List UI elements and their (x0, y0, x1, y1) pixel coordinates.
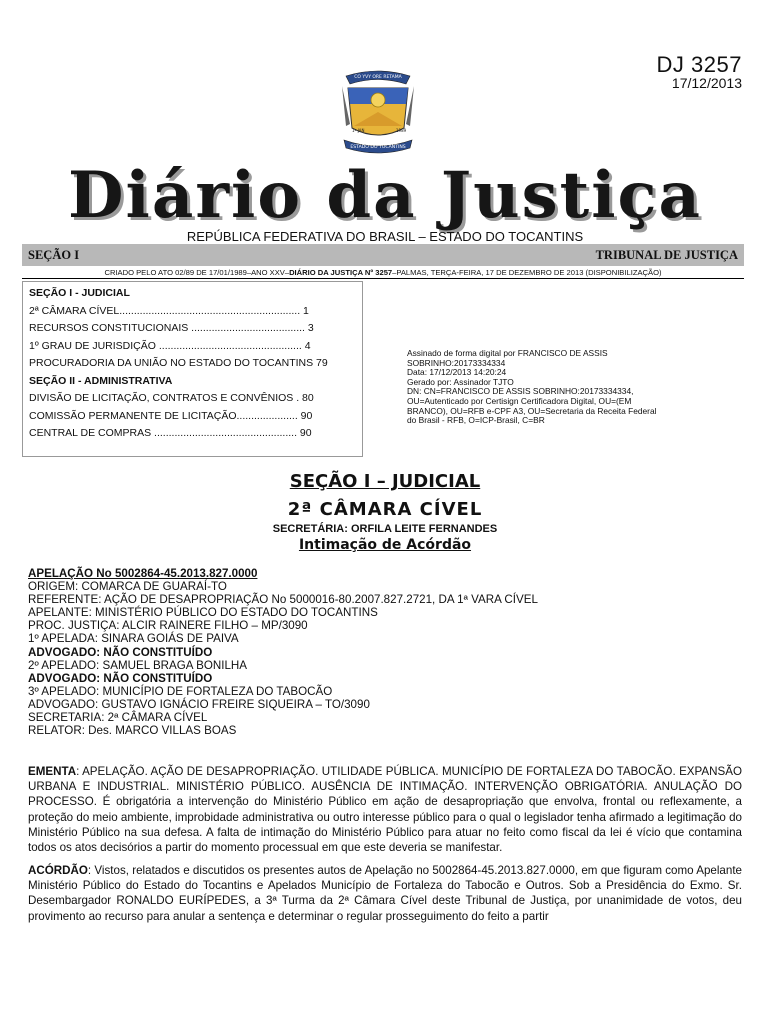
case-detail-line: APELANTE: MINISTÉRIO PÚBLICO DO ESTADO DO TOCANTINS (28, 606, 378, 620)
case-detail-line: ORIGEM: COMARCA DE GUARAÍ-TO (28, 580, 227, 594)
table-of-contents (22, 281, 363, 457)
case-detail-line: RELATOR: Des. MARCO VILLAS BOAS (28, 724, 237, 738)
case-detail-line: ADVOGADO: GUSTAVO IGNÁCIO FREIRE SIQUEIRA – TO/3090 (28, 697, 370, 711)
chamber-title: 2ª CÂMARA CÍVEL (287, 499, 483, 520)
signature-line: DN: CN=FRANCISCO DE ASSIS SOBRINHO:20173334334, (407, 386, 634, 397)
case-details (28, 567, 748, 737)
seal-state-name: ESTADO DO TOCANTINS (350, 145, 406, 150)
section-title: SEÇÃO I – JUDICIAL (289, 471, 481, 492)
publication-info-number: DIÁRIO DA JUSTIÇA Nº 3257 (289, 268, 393, 277)
state-seal-emblem (338, 66, 418, 156)
seal-date-left: 1ª JAN (352, 128, 365, 133)
case-detail-line: 3º APELADO: MUNICÍPIO DE FORTALEZA DO TABOCÃO (28, 684, 333, 698)
republic-subtitle: REPÚBLICA FEDERATIVA DO BRASIL – ESTADO DO TOCANTINS (186, 229, 584, 244)
section-banner-left: SEÇÃO I (28, 247, 80, 262)
secretary-line: SECRETÁRIA: ORFILA LEITE FERNANDES (272, 523, 498, 535)
toc-section-heading: SEÇÃO II - ADMINISTRATIVA (29, 374, 173, 387)
signature-line: Gerado por: Assinador TJTO (407, 376, 514, 387)
intimation-heading: Intimação de Acórdão (298, 537, 472, 553)
acordao-paragraph (28, 863, 742, 924)
toc-entry: 2ª CÂMARA CÍVEL.............................................................. 1 (29, 304, 309, 317)
case-number: APELAÇÃO No 5002864-45.2013.827.0000 (28, 567, 258, 580)
acordao-text: : Vistos, relatados e discutidos os presentes autos de Apelação no 5002864-45.2013.827.0000, em que figuram como Apelante Ministério Público do Estado do Tocantins e Apelados Município de Fortaleza do Tabocão e Outros. Sob a Presidência do Exmo. Sr. Desembargador RONALDO EURÍPEDES, a 3ª Turma da 2ª Câmara Cível deste Tribunal de Justiça, por unanimidade de votos, deu provimento ao recurso para anular a sentença e determinar o regular prosseguimento do feito a partir (28, 864, 742, 923)
case-detail-line: SECRETARIA: 2ª CÂMARA CÍVEL (28, 711, 208, 725)
publication-info-post: –PALMAS, TERÇA-FEIRA, 17 DE DEZEMBRO DE 2013 (DISPONIBILIZAÇÃO) (392, 268, 662, 277)
case-detail-line: ADVOGADO: NÃO CONSTITUÍDO (28, 645, 213, 659)
edition-date: 17/12/2013 (671, 75, 742, 91)
toc-entry: CENTRAL DE COMPRAS ................................................. 90 (29, 427, 312, 439)
case-detail-line: REFERENTE: AÇÃO DE DESAPROPRIAÇÃO No 5000016-80.2007.827.2721, DA 1ª VARA CÍVEL (28, 593, 538, 607)
ementa-text: : APELAÇÃO. AÇÃO DE DESAPROPRIAÇÃO. UTILIDADE PÚBLICA. MUNICÍPIO DE FORTALEZA DO TABOCÃO. EXPANSÃO URBANA E INDUSTRIAL. MINISTÉRIO PÚBLICO. AUSÊNCIA DE INTIMAÇÃO. INTERVENÇÃO OBRIGATÓRIA. ANULAÇÃO DO PROCESSO. É obrigatória a intervenção do Ministério Público em ação de desapropriação que envolva, frontal ou reflexamente, a proteção do meio ambiente, improbidade administrativa ou outro interesse público para o qual o legislador tenha afirmado a legitimação do Ministério Público na sua defesa. A falta de intimação do Ministério Público para atuar no feito como fiscal da lei é vício que contamina todos os atos decisórios a partir do momento processual em que este deveria se manifestar. (28, 765, 742, 855)
publication-info-pre: CRIADO PELO ATO 02/89 DE 17/01/1989–ANO XXV– (104, 268, 290, 277)
acordao-label: ACÓRDÃO (28, 864, 88, 877)
case-detail-line: PROC. JUSTIÇA: ALCIR RAINERE FILHO – MP/3090 (28, 619, 308, 633)
toc-entry: RECURSOS CONSTITUCIONAIS ....................................... 3 (29, 322, 314, 334)
signature-line: SOBRINHO:20173334334 (407, 357, 506, 368)
toc-entry: COMISSÃO PERMANENTE DE LICITAÇÃO..................... 90 (29, 409, 313, 422)
signature-line: do Brasil - RFB, O=ICP-Brasil, C=BR (407, 415, 545, 426)
signature-line: OU=Autenticado por Certisign Certificadora Digital, OU=(EM (407, 395, 632, 406)
signature-line: Assinado de forma digital por FRANCISCO DE ASSIS (407, 348, 608, 358)
signature-line: Data: 17/12/2013 14:20:24 (407, 367, 507, 378)
toc-entry: PROCURADORIA DA UNIÃO NO ESTADO DO TOCANTINS 79 (29, 357, 328, 369)
ementa-paragraph (28, 764, 742, 855)
publication-info-line (22, 268, 744, 279)
newspaper-masthead: Diário da Justiça (68, 158, 702, 233)
section-banner-right: TRIBUNAL DE JUSTIÇA (595, 247, 738, 262)
toc-section-heading: SEÇÃO I - JUDICIAL (29, 287, 130, 299)
case-detail-line: ADVOGADO: NÃO CONSTITUÍDO (28, 671, 213, 685)
section-banner (22, 244, 744, 266)
signature-line: BRANCO), OU=RFB e-CPF A3, OU=Secretaria da Receita Federal (407, 405, 657, 416)
seal-motto: CO YVY ORE RETAMA (354, 75, 402, 80)
seal-date-right: 1989 (396, 128, 407, 133)
ementa-label: EMENTA (28, 765, 77, 778)
case-detail-line: 1º APELADA: SINARA GOIÁS DE PAIVA (28, 632, 239, 646)
edition-number: DJ 3257 (656, 52, 742, 77)
toc-entry: 1º GRAU DE JURISDIÇÃO ................................................. 4 (29, 339, 311, 352)
digital-signature-block (407, 349, 727, 426)
case-detail-line: 2º APELADO: SAMUEL BRAGA BONILHA (28, 658, 248, 672)
toc-entry: DIVISÃO DE LICITAÇÃO, CONTRATOS E CONVÊNIOS . 80 (29, 392, 314, 404)
